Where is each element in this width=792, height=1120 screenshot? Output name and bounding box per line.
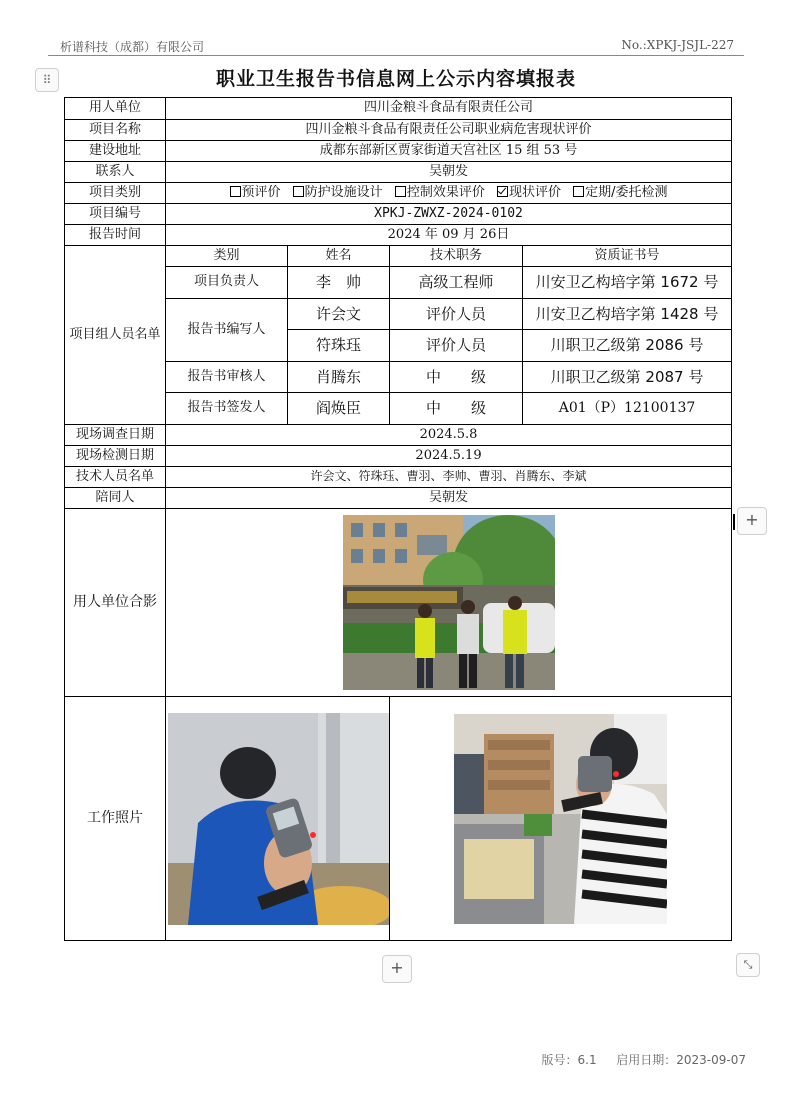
project-no-label: 项目编号 (65, 204, 166, 225)
tech-staff-value[interactable]: 许会文、符珠珏、曹羽、李帅、曹羽、肖腾东、李斌 (166, 467, 732, 488)
tech-staff-label: 技术人员名单 (65, 467, 166, 488)
version-text: 版号：6.1 (541, 1053, 597, 1067)
reviewer-cert[interactable]: 川职卫乙级第 2087 号 (523, 362, 732, 393)
checkbox-protection-design[interactable]: 防护设施设计 (293, 185, 383, 200)
writer-2-name[interactable]: 符珠珏 (288, 330, 390, 362)
work-photo-cell-left[interactable] (166, 697, 390, 941)
info-form-table (64, 97, 732, 941)
project-name-value[interactable]: 四川金粮斗食品有限责任公司职业病危害现状评价 (166, 120, 732, 141)
writer-1-cert[interactable]: 川安卫乙构培字第 1428 号 (523, 299, 732, 330)
employer-label: 用人单位 (65, 98, 166, 120)
work-photo-cell-right[interactable] (390, 697, 732, 941)
project-type-options (166, 183, 732, 204)
leader-category: 项目负责人 (166, 267, 288, 299)
checkbox-icon (395, 186, 406, 197)
contact-value[interactable]: 吴朝发 (166, 162, 732, 183)
address-value[interactable]: 成都东部新区贾家街道天宫社区 15 组 53 号 (166, 141, 732, 162)
reviewer-name[interactable]: 肖腾东 (288, 362, 390, 393)
escort-label: 陪同人 (65, 488, 166, 509)
project-name-label: 项目名称 (65, 120, 166, 141)
company-name: 析谱科技（成都）有限公司 (60, 40, 205, 54)
team-header-category: 类别 (166, 246, 288, 267)
checkbox-periodic-testing[interactable]: 定期/委托检测 (573, 185, 667, 200)
reviewer-category: 报告书审核人 (166, 362, 288, 393)
checkbox-icon (230, 186, 241, 197)
footer-info (542, 1051, 747, 1068)
add-column-button[interactable]: + (737, 507, 767, 535)
work-photo-label: 工作照片 (65, 697, 166, 941)
team-label: 项目组人员名单 (65, 246, 166, 425)
survey-date-value[interactable]: 2024.5.8 (166, 425, 732, 446)
text-cursor (733, 514, 735, 530)
checkbox-icon (573, 186, 584, 197)
header-divider (48, 55, 744, 56)
employer-value[interactable]: 四川金粮斗食品有限责任公司 (166, 98, 732, 120)
test-date-label: 现场检测日期 (65, 446, 166, 467)
signer-title[interactable]: 中 级 (390, 393, 523, 425)
project-type-label: 项目类别 (65, 183, 166, 204)
checkbox-icon (293, 186, 304, 197)
work-photo-right-image (454, 714, 667, 924)
team-header-title: 技术职务 (390, 246, 523, 267)
page-title: 职业卫生报告书信息网上公示内容填报表 (215, 68, 576, 90)
group-photo-label: 用人单位合影 (65, 509, 166, 697)
group-photo-image (343, 515, 555, 690)
writer-2-title[interactable]: 评价人员 (390, 330, 523, 362)
leader-title[interactable]: 高级工程师 (390, 267, 523, 299)
contact-label: 联系人 (65, 162, 166, 183)
signer-name[interactable]: 阎焕臣 (288, 393, 390, 425)
drag-handle-icon[interactable]: ⠿ (35, 68, 59, 92)
writer-2-cert[interactable]: 川职卫乙级第 2086 号 (523, 330, 732, 362)
checkbox-status-evaluation[interactable]: 现状评价 (497, 185, 561, 200)
leader-cert[interactable]: 川安卫乙构培字第 1672 号 (523, 267, 732, 299)
work-photo-left-image (168, 713, 390, 925)
survey-date-label: 现场调查日期 (65, 425, 166, 446)
test-date-value[interactable]: 2024.5.19 (166, 446, 732, 467)
signer-category: 报告书签发人 (166, 393, 288, 425)
writer-1-title[interactable]: 评价人员 (390, 299, 523, 330)
checkbox-control-effect[interactable]: 控制效果评价 (395, 185, 485, 200)
team-header-name: 姓名 (288, 246, 390, 267)
group-photo-cell[interactable] (166, 509, 732, 697)
project-no-value[interactable]: XPKJ-ZWXZ-2024-0102 (166, 204, 732, 225)
add-row-button[interactable]: + (382, 955, 412, 983)
signer-cert[interactable]: A01（P）12100137 (523, 393, 732, 425)
checkbox-pre-evaluation[interactable]: 预评价 (230, 185, 281, 200)
leader-name[interactable]: 李 帅 (288, 267, 390, 299)
reviewer-title[interactable]: 中 级 (390, 362, 523, 393)
resize-icon[interactable]: ⤡ (736, 953, 760, 977)
writer-1-name[interactable]: 许会文 (288, 299, 390, 330)
report-time-label: 报告时间 (65, 225, 166, 246)
report-time-value[interactable]: 2024 年 09 月 26日 (166, 225, 732, 246)
escort-value[interactable]: 吴朝发 (166, 488, 732, 509)
effective-date-text: 启用日期：2023-09-07 (616, 1053, 746, 1067)
writers-category: 报告书编写人 (166, 299, 288, 362)
team-header-cert: 资质证书号 (523, 246, 732, 267)
document-number: No.:XPKJ-JSJL-227 (621, 38, 734, 52)
checked-checkbox-icon (497, 186, 508, 197)
address-label: 建设地址 (65, 141, 166, 162)
